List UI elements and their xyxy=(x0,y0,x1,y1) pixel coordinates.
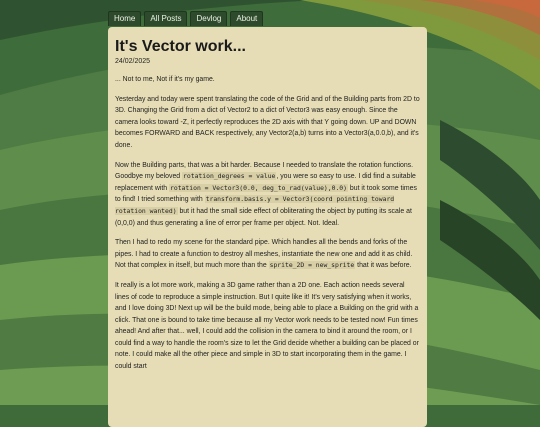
inline-code: sprite_2D = new_sprite xyxy=(269,261,355,270)
inline-code: transform.basis.y = Vector3(coord pointing toward rotation wanted) xyxy=(115,195,395,215)
post-paragraph-3 xyxy=(115,160,420,230)
post-paragraph-5: It really is a lot more work, making a 3D game rather than a 2D one. Each action needs several lines of code to reproduce a simple instruction. But I quite like it! It's very satisfying when it works, and I love doing 3D! Next up will be the build mode, being able to place a Building on the grid with a click. That one is bound to take time because all my Vector work needs to be tested now! Fun times ahead! And after that... well, I could add the collision in the camera to bind it around the room, or I could find a way to handle the room's size to let the Grid decide whether a building can be placed or note. I could make all the other piece and simple in 3D to start incorporating them in the game. I could start xyxy=(115,281,419,371)
text-span: Then I had to redo my scene for the standard pipe. Which handles all the bends and forks of the pipes. I had to create a function to destroy all meshes, instantiate the new one and add it as child. Not that complex in itself, but much more than the xyxy=(115,239,413,270)
nav-all-posts-link[interactable]: All Posts xyxy=(144,11,187,26)
top-nav xyxy=(108,11,263,26)
post-paragraph-4 xyxy=(115,237,420,272)
text-span: Now the Building parts, that was a bit harder. Because I needed to translate the rotation functions. Goodbye my beloved xyxy=(115,161,414,181)
post-paragraph-1: ... Not to me, Not if it's my game. xyxy=(115,76,215,83)
post-title: It's Vector work... xyxy=(115,38,246,55)
nav-about-link[interactable]: About xyxy=(230,11,263,26)
post-paragraph-2: Yesterday and today were spent translating the code of the Grid and of the Building parts from 2D to 3D. Changing the Grid from a dict of Vector2 to a dict of Vector3 was easy enough. Since the camera looks toward -Z, it perfectly reproduces the 2D axis with that Y going down. UP and DOWN becomes FORWARD and BACK respectively, any Vector2(a,b) turns into a Vector3(a,0.0,b), and it's done. xyxy=(115,95,420,149)
text-span: that it was before. xyxy=(355,262,412,270)
nav-devlog-link[interactable]: Devlog xyxy=(190,11,227,26)
inline-code: rotation = Vector3(0.0, deg_to_rad(value),0.0) xyxy=(170,183,348,192)
text-span: but it took some times to find! I tried something with xyxy=(115,184,417,204)
text-span: , you were so easy to use. I did find a suitable replacement with xyxy=(115,173,416,192)
inline-code: rotation_degrees = value xyxy=(183,172,276,181)
post-date: 24/02/2025 xyxy=(115,58,151,65)
text-span: but it had the small side effect of obliterating the object by putting its scale at (0,0,0) and thus generating a line of error per frame per object. Not. Ideal. xyxy=(115,207,412,227)
post-card xyxy=(108,27,427,427)
nav-home-link[interactable]: Home xyxy=(108,11,141,26)
